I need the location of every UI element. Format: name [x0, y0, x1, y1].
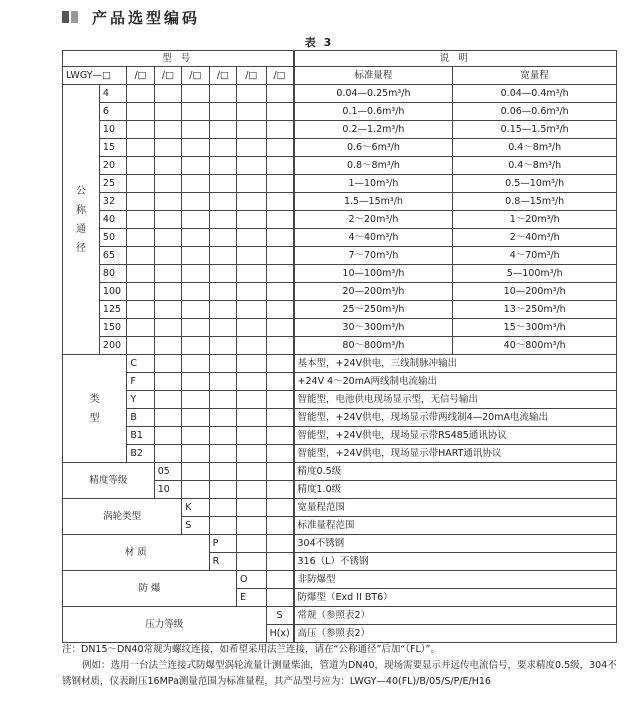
empty-cell: [266, 229, 293, 247]
empty-cell: [237, 517, 267, 535]
empty-cell: [209, 355, 236, 373]
empty-cell: [237, 481, 267, 499]
empty-cell: [127, 301, 154, 319]
standard-range: 0.1—0.6m³/h: [294, 103, 453, 121]
empty-cell: [209, 481, 236, 499]
empty-cell: [266, 589, 293, 607]
notes: [62, 642, 617, 690]
table-row: [63, 535, 617, 553]
empty-cell: [266, 463, 293, 481]
empty-cell: [266, 211, 293, 229]
empty-cell: [182, 337, 209, 355]
connection-note: 注：DN15～DN40常规为螺纹连接，如希望采用法兰连接，请在“公称通径”后加“（FL）”。: [62, 644, 440, 655]
empty-cell: [182, 319, 209, 337]
type-code: B1: [127, 427, 154, 445]
empty-cell: [237, 193, 267, 211]
empty-cell: [154, 319, 181, 337]
empty-cell: [209, 121, 236, 139]
diameter-code: 65: [99, 247, 126, 265]
table-row: [63, 355, 617, 373]
empty-cell: [209, 175, 236, 193]
section-heading: [62, 6, 200, 28]
material-label: 材 质: [63, 535, 210, 571]
table-label: 表 3: [304, 36, 334, 49]
wide-range: 0.4～8m³/h: [453, 157, 617, 175]
table-row: [63, 499, 617, 517]
empty-cell: [237, 301, 267, 319]
empty-cell: [237, 85, 267, 103]
empty-cell: [266, 103, 293, 121]
empty-cell: [237, 445, 267, 463]
empty-cell: [127, 247, 154, 265]
standard-range: 25～250m³/h: [294, 301, 453, 319]
type-label: [63, 355, 127, 463]
empty-cell: [209, 85, 236, 103]
table-row: [63, 139, 617, 157]
turbine-code: K: [182, 499, 209, 517]
model-example: 例如：选用一台法兰连接式防爆型涡轮流量计测量柴油，管道为DN40，现场需要显示并远传电流信号，要求精度0.5级，304不锈钢材质，仪表耐压16MPa测量范围为标准量程，其产品型号应为：LWGY—40(FL)/B/05/S/P/E/H16: [62, 660, 617, 687]
empty-cell: [237, 553, 267, 571]
wide-range: 13～250m³/h: [453, 301, 617, 319]
empty-cell: [237, 373, 267, 391]
empty-cell: [266, 247, 293, 265]
empty-cell: [127, 229, 154, 247]
empty-cell: [127, 283, 154, 301]
empty-cell: [266, 121, 293, 139]
empty-cell: [182, 463, 209, 481]
pressure-description: 高压（参照表2）: [294, 625, 617, 643]
type-label-text: 类型: [89, 393, 100, 424]
table-row: [63, 427, 617, 445]
empty-cell: [182, 409, 209, 427]
table-row: [63, 409, 617, 427]
table-row: [63, 121, 617, 139]
empty-cell: [209, 427, 236, 445]
empty-cell: [182, 427, 209, 445]
empty-cell: [154, 301, 181, 319]
diameter-code: 200: [99, 337, 126, 355]
diameter-code: 6: [99, 103, 126, 121]
empty-cell: [209, 499, 236, 517]
empty-cell: [182, 301, 209, 319]
type-description: 智能型，+24V供电，现场显示带RS485通讯协议: [294, 427, 617, 445]
empty-cell: [266, 175, 293, 193]
diameter-code: 40: [99, 211, 126, 229]
empty-cell: [154, 337, 181, 355]
empty-cell: [182, 175, 209, 193]
empty-cell: [154, 229, 181, 247]
diameter-code: 15: [99, 139, 126, 157]
table-row: [63, 85, 617, 103]
material-code: R: [209, 553, 236, 571]
diameter-code: 4: [99, 85, 126, 103]
empty-cell: [266, 157, 293, 175]
empty-cell: [266, 535, 293, 553]
code-slot: /□: [237, 67, 267, 85]
empty-cell: [154, 247, 181, 265]
empty-cell: [154, 355, 181, 373]
wide-range: 0.8—15m³/h: [453, 193, 617, 211]
empty-cell: [209, 319, 236, 337]
empty-cell: [154, 373, 181, 391]
empty-cell: [266, 517, 293, 535]
empty-cell: [209, 463, 236, 481]
wide-range: 5—100m³/h: [453, 265, 617, 283]
standard-range: 20—200m³/h: [294, 283, 453, 301]
diameter-code: 32: [99, 193, 126, 211]
empty-cell: [182, 211, 209, 229]
empty-cell: [209, 517, 236, 535]
pressure-code: H(x): [266, 625, 293, 643]
table-row: [63, 373, 617, 391]
heading-marker-icon: [62, 11, 78, 23]
empty-cell: [127, 211, 154, 229]
empty-cell: [237, 535, 267, 553]
standard-range: 4～40m³/h: [294, 229, 453, 247]
empty-cell: [237, 139, 267, 157]
diameter-code: 10: [99, 121, 126, 139]
empty-cell: [237, 499, 267, 517]
accuracy-label: 精度等级: [63, 463, 155, 499]
table-row: [63, 265, 617, 283]
standard-range: 7～70m³/h: [294, 247, 453, 265]
type-code: F: [127, 373, 154, 391]
wide-range: 1～20m³/h: [453, 211, 617, 229]
empty-cell: [182, 139, 209, 157]
empty-cell: [154, 121, 181, 139]
empty-cell: [127, 193, 154, 211]
empty-cell: [154, 157, 181, 175]
empty-cell: [209, 229, 236, 247]
standard-range: 2～20m³/h: [294, 211, 453, 229]
explosion-description: 防爆型（Exd II BT6）: [294, 589, 617, 607]
empty-cell: [209, 265, 236, 283]
pressure-description: 常规（参照表2）: [294, 607, 617, 625]
wide-range: 0.06—0.6m³/h: [453, 103, 617, 121]
material-description: 316（L）不锈钢: [294, 553, 617, 571]
standard-range: 0.04—0.25m³/h: [294, 85, 453, 103]
table-row: [63, 319, 617, 337]
table-row: [63, 103, 617, 121]
accuracy-code: 10: [154, 481, 181, 499]
empty-cell: [154, 445, 181, 463]
table-row: [63, 607, 617, 625]
empty-cell: [266, 301, 293, 319]
empty-cell: [237, 337, 267, 355]
accuracy-description: 精度1.0级: [294, 481, 617, 499]
empty-cell: [182, 355, 209, 373]
empty-cell: [154, 85, 181, 103]
empty-cell: [182, 283, 209, 301]
empty-cell: [182, 121, 209, 139]
type-description: 智能型，+24V供电，现场显示带HART通讯协议: [294, 445, 617, 463]
material-code: P: [209, 535, 236, 553]
accuracy-code: 05: [154, 463, 181, 481]
wide-range: 2～40m³/h: [453, 229, 617, 247]
empty-cell: [182, 103, 209, 121]
empty-cell: [154, 265, 181, 283]
explosion-label: 防 爆: [63, 571, 237, 607]
standard-range: 10—100m³/h: [294, 265, 453, 283]
empty-cell: [266, 139, 293, 157]
pressure-label: 压力等级: [63, 607, 267, 643]
diameter-code: 125: [99, 301, 126, 319]
empty-cell: [266, 553, 293, 571]
empty-cell: [154, 391, 181, 409]
turbine-label: 涡轮类型: [63, 499, 182, 535]
standard-range: 0.6～6m³/h: [294, 139, 453, 157]
empty-cell: [182, 85, 209, 103]
diameter-code: 80: [99, 265, 126, 283]
type-code: C: [127, 355, 154, 373]
wide-range: 0.4～8m³/h: [453, 139, 617, 157]
empty-cell: [127, 85, 154, 103]
empty-cell: [127, 103, 154, 121]
diameter-label-text: 公称通径: [75, 185, 86, 254]
type-description: 智能型，电池供电现场显示型，无信号输出: [294, 391, 617, 409]
empty-cell: [127, 121, 154, 139]
empty-cell: [237, 319, 267, 337]
table-row: [63, 283, 617, 301]
page-title: 产品选型编码: [92, 8, 201, 27]
diameter-code: 100: [99, 283, 126, 301]
empty-cell: [237, 121, 267, 139]
empty-cell: [237, 103, 267, 121]
empty-cell: [182, 265, 209, 283]
empty-cell: [209, 193, 236, 211]
table-row: [63, 391, 617, 409]
type-description: 基本型，+24V供电，三线制脉冲输出: [294, 355, 617, 373]
diameter-code: 150: [99, 319, 126, 337]
type-code: Y: [127, 391, 154, 409]
empty-cell: [154, 409, 181, 427]
description-header: 说 明: [294, 51, 617, 67]
table-row: [63, 247, 617, 265]
standard-range: 1.5—15m³/h: [294, 193, 453, 211]
material-description: 304不锈钢: [294, 535, 617, 553]
wide-range: 0.5—10m³/h: [453, 175, 617, 193]
empty-cell: [127, 157, 154, 175]
type-description: +24V 4～20mA两线制电流输出: [294, 373, 617, 391]
wide-range: 0.15—1.5m³/h: [453, 121, 617, 139]
table-row: [63, 571, 617, 589]
empty-cell: [237, 229, 267, 247]
table-row: [63, 157, 617, 175]
empty-cell: [237, 427, 267, 445]
type-description: 智能型，+24V供电，现场显示带两线制4—20mA电流输出: [294, 409, 617, 427]
empty-cell: [237, 463, 267, 481]
diameter-code: 25: [99, 175, 126, 193]
type-code: B: [127, 409, 154, 427]
empty-cell: [266, 427, 293, 445]
model-header: 型 号: [63, 51, 294, 67]
empty-cell: [266, 193, 293, 211]
empty-cell: [127, 139, 154, 157]
empty-cell: [237, 355, 267, 373]
explosion-code: O: [237, 571, 267, 589]
standard-range: 1—10m³/h: [294, 175, 453, 193]
empty-cell: [209, 391, 236, 409]
diameter-label: [63, 85, 100, 355]
empty-cell: [266, 85, 293, 103]
wide-range: 10—200m³/h: [453, 283, 617, 301]
empty-cell: [154, 283, 181, 301]
empty-cell: [182, 391, 209, 409]
empty-cell: [209, 409, 236, 427]
empty-cell: [154, 175, 181, 193]
empty-cell: [127, 337, 154, 355]
empty-cell: [266, 571, 293, 589]
code-slot: /□: [266, 67, 293, 85]
empty-cell: [209, 157, 236, 175]
empty-cell: [266, 445, 293, 463]
turbine-code: S: [182, 517, 209, 535]
standard-range: 80～800m³/h: [294, 337, 453, 355]
table-row: [63, 445, 617, 463]
empty-cell: [266, 481, 293, 499]
selection-code-table: [62, 50, 617, 643]
table-row: [63, 337, 617, 355]
standard-range: 30～300m³/h: [294, 319, 453, 337]
empty-cell: [154, 211, 181, 229]
code-slot: /□: [127, 67, 154, 85]
empty-cell: [154, 103, 181, 121]
standard-range: 0.8～8m³/h: [294, 157, 453, 175]
code-slot: /□: [154, 67, 181, 85]
empty-cell: [237, 211, 267, 229]
empty-cell: [154, 139, 181, 157]
empty-cell: [237, 391, 267, 409]
empty-cell: [237, 157, 267, 175]
empty-cell: [266, 391, 293, 409]
empty-cell: [154, 193, 181, 211]
wide-range: 4～70m³/h: [453, 247, 617, 265]
standard-range: 0.2—1.2m³/h: [294, 121, 453, 139]
code-slot: /□: [209, 67, 236, 85]
empty-cell: [209, 445, 236, 463]
empty-cell: [237, 175, 267, 193]
empty-cell: [237, 409, 267, 427]
empty-cell: [266, 499, 293, 517]
empty-cell: [182, 481, 209, 499]
standard-range-header: 标准量程: [294, 67, 453, 85]
type-code: B2: [127, 445, 154, 463]
empty-cell: [266, 283, 293, 301]
empty-cell: [266, 409, 293, 427]
empty-cell: [266, 319, 293, 337]
empty-cell: [266, 355, 293, 373]
empty-cell: [266, 373, 293, 391]
explosion-code: E: [237, 589, 267, 607]
empty-cell: [127, 319, 154, 337]
code-prefix: LWGY—□: [63, 67, 127, 85]
wide-range: 0.04—0.4m³/h: [453, 85, 617, 103]
empty-cell: [127, 265, 154, 283]
empty-cell: [266, 265, 293, 283]
table-row: [63, 229, 617, 247]
turbine-description: 宽量程范围: [294, 499, 617, 517]
empty-cell: [182, 445, 209, 463]
empty-cell: [209, 283, 236, 301]
wide-range: 15～300m³/h: [453, 319, 617, 337]
table-row: [63, 175, 617, 193]
empty-cell: [209, 103, 236, 121]
diameter-code: 20: [99, 157, 126, 175]
empty-cell: [209, 373, 236, 391]
empty-cell: [127, 175, 154, 193]
empty-cell: [182, 373, 209, 391]
empty-cell: [266, 337, 293, 355]
wide-range-header: 宽量程: [453, 67, 617, 85]
table-row: [63, 463, 617, 481]
empty-cell: [209, 139, 236, 157]
empty-cell: [209, 211, 236, 229]
empty-cell: [154, 427, 181, 445]
code-slot: /□: [182, 67, 209, 85]
empty-cell: [182, 247, 209, 265]
table-row: [63, 211, 617, 229]
empty-cell: [237, 283, 267, 301]
empty-cell: [182, 229, 209, 247]
wide-range: 40～800m³/h: [453, 337, 617, 355]
table-row: [63, 301, 617, 319]
accuracy-description: 精度0.5级: [294, 463, 617, 481]
table-row: [63, 193, 617, 211]
empty-cell: [182, 157, 209, 175]
diameter-code: 50: [99, 229, 126, 247]
turbine-description: 标准量程范围: [294, 517, 617, 535]
pressure-code: S: [266, 607, 293, 625]
empty-cell: [237, 265, 267, 283]
empty-cell: [237, 247, 267, 265]
explosion-description: 非防爆型: [294, 571, 617, 589]
empty-cell: [209, 301, 236, 319]
empty-cell: [209, 247, 236, 265]
empty-cell: [209, 337, 236, 355]
empty-cell: [182, 193, 209, 211]
